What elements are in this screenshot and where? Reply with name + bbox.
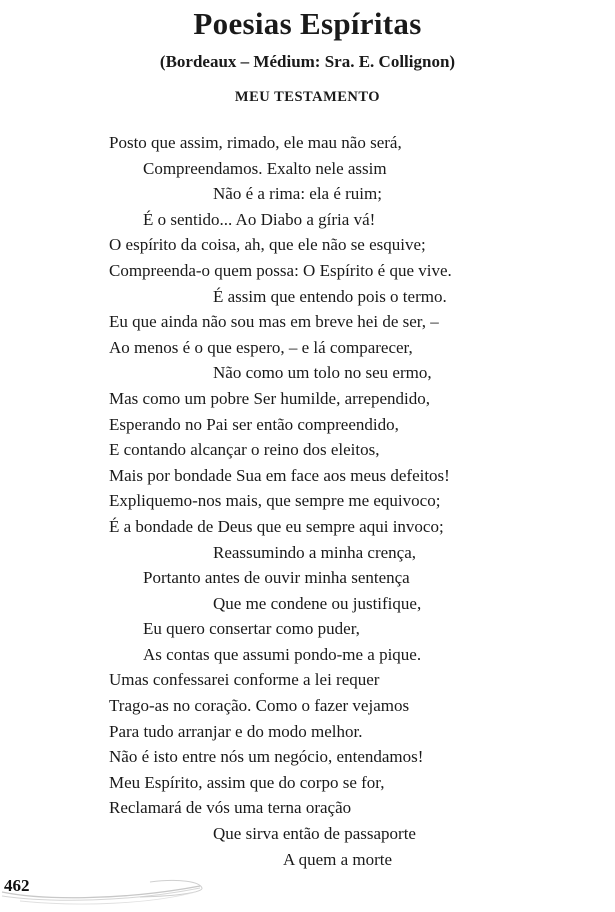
poem-line: Esperando no Pai ser então compreendido, [109,414,399,434]
poem-line: Reclamará de vós uma terna oração [109,798,352,818]
page-number: 462 [4,876,30,895]
poem-line: É o sentido... Ao Diabo a gíria vá! [143,209,376,229]
poem-line: Portanto antes de ouvir minha sentença [143,568,410,588]
poem-line: Mas como um pobre Ser humilde, arrependido, [109,388,431,408]
poem-line: Eu quero consertar como puder, [143,619,360,639]
page-title: Poesias Espíritas [193,6,422,41]
swoosh-ornament-icon [0,870,210,910]
poem-line: As contas que assumi pondo-me a pique. [143,644,422,664]
poem-line: Expliquemo-nos mais, que sempre me equivoco; [109,491,441,511]
poem-line: É a bondade de Deus que eu sempre aqui invoco; [109,516,444,536]
poem-line: Não como um tolo no seu ermo, [213,363,432,383]
page-subtitle: (Bordeaux – Médium: Sra. E. Collignon) [159,52,456,71]
poem-line: Compreenda-o quem possa: O Espírito é que vive. [109,260,452,280]
poem-line: Que sirva então de passaporte [213,824,416,844]
poem-line: É assim que entendo pois o termo. [213,286,447,306]
poem-line: Ao menos é o que espero, – e lá comparecer, [109,337,413,357]
poem-line: A quem a morte [283,849,393,869]
poem-line: E contando alcançar o reino dos eleitos, [109,440,380,460]
poem-line: Eu que ainda não sou mas em breve hei de ser, – [109,312,439,332]
poem-line: Para tudo arranjar e do modo melhor. [109,721,363,741]
poem-line: Que me condene ou justifique, [213,593,422,613]
poem-line: Trago-as no coração. Como o fazer vejamos [109,696,410,716]
poem-line: O espírito da coisa, ah, que ele não se esquive; [109,235,426,255]
poem-title: MEU TESTAMENTO [234,89,381,105]
poem-line: Mais por bondade Sua em face aos meus defeitos! [109,465,450,485]
poem-line: Umas confessarei conforme a lei requer [109,670,380,690]
poem-line: Compreendamos. Exalto nele assim [143,158,387,178]
poem-line: Reassumindo a minha crença, [213,542,416,562]
poem-line: Meu Espírito, assim que do corpo se for, [109,772,385,792]
poem-line: Não é isto entre nós um negócio, entendamos! [109,747,424,767]
poem-line: Não é a rima: ela é ruim; [213,184,382,204]
poem-line: Posto que assim, rimado, ele mau não será, [109,133,402,152]
poem-body [109,130,589,872]
